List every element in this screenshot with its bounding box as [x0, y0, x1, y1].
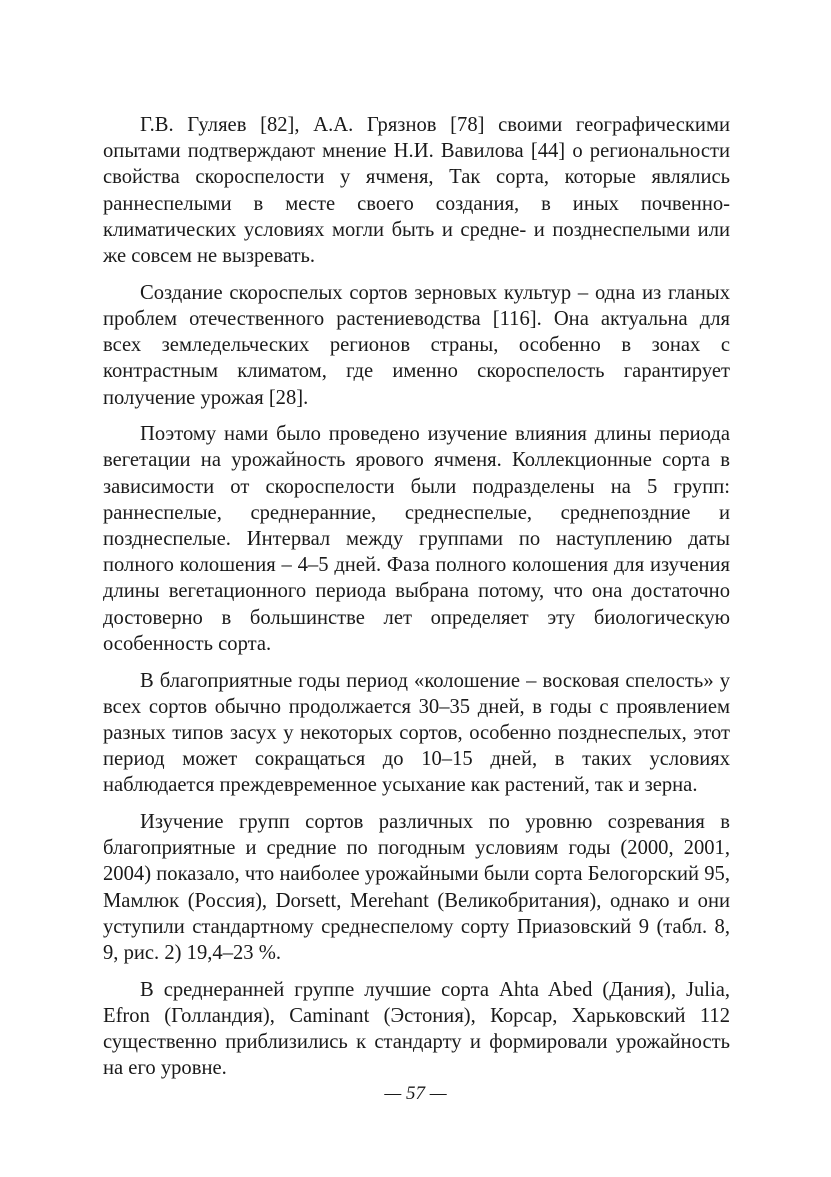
paragraph-4: В благоприятные годы период «колошение – восковая спелость» у всех сортов обычно продолжается 30–35 дней, в годы с проявлением разных типов засух у некоторых сортов, особенно позднеспелых, этот период может сокращаться до 10–15 дней, в таких условиях наблюдается преждевременное усыхание как растений, так и зерна.	[103, 669, 730, 797]
page-number: — 57 —	[384, 1083, 447, 1104]
paragraph-5: Изучение групп сортов различных по уровню созревания в благоприятные и средние по погодным условиям годы (2000, 2001, 2004) показало, что наиболее урожайными были сорта Белогорский 95, Мамлюк (Россия), Dorsett, Merehant (Великобритания), однако и они уступили стандартному среднеспелому сорту Приазовский 9 (табл. 8, 9, рис. 2) 19,4–23 %.	[103, 811, 730, 965]
paragraph-2: Создание скороспелых сортов зерновых культур – одна из гланых проблем отечественного растениеводства [116]. Она актуальна для всех земледельческих регионов страны, особенно в зонах с контрастным климатом, где именно скороспелость гарантирует получение урожая [28].	[103, 281, 730, 409]
body-text	[103, 112, 730, 1092]
paragraph-3: Поэтому нами было проведено изучение влияния длины периода вегетации на урожайность ярового ячменя. Коллекционные сорта в зависимости от скороспелости были подразделены на 5 групп: раннеспелые, среднеранние, среднеспелые, среднепоздние и позднеспелые. Интервал между группами по наступлению даты полного колошения – 4–5 дней. Фаза полного колошения для изучения длины вегетационного периода выбрана потому, что она достаточно достоверно в большинстве лет определяет эту биологическую особенность сорта.	[103, 423, 730, 655]
paragraph-6: В среднеранней группе лучшие сорта Ahta Abed (Дания), Julia, Efron (Голландия), Caminant (Эстония), Корсар, Харьковский 112 существенно приблизились к стандарту и формировали урожайность на его уровне.	[103, 978, 730, 1080]
paragraph-1: Г.В. Гуляев [82], А.А. Грязнов [78] своими географическими опытами подтверждают мнение Н.И. Вавилова [44] о региональности свойства скороспелости у ячменя, Так сорта, которые являлись раннеспелыми в месте своего создания, в иных почвенно-климатических условиях могли быть и средне- и позднеспелыми или же совсем не вызревать.	[103, 114, 730, 268]
